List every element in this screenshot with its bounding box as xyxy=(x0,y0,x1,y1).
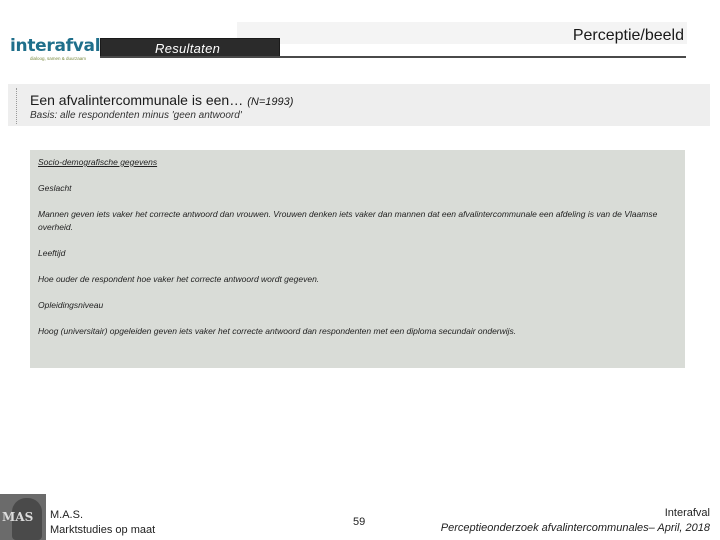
question-title xyxy=(30,92,293,108)
footer-report-title: Perceptieonderzoek afvalintercommunales– April, 2018 xyxy=(440,522,710,534)
page-number: 59 xyxy=(353,516,366,528)
findings-heading: Socio-demografische gegevens xyxy=(38,157,158,167)
findings-box xyxy=(30,150,685,368)
block-text-gender: Mannen geven iets vaker het correcte antwoord dan vrouwen. Vrouwen denken iets vaker dan mannen dat een afvalintercommunale een afdeling is van de Vlaamse overheid. xyxy=(38,209,658,232)
question-text: Een afvalintercommunale is een… xyxy=(30,92,244,108)
block-title-age: Leeftijd xyxy=(38,248,66,258)
footer-client: Interafval xyxy=(664,507,710,519)
decorative-dots xyxy=(16,88,18,124)
sample-size: (N=1993) xyxy=(247,96,294,108)
interafval-logo xyxy=(8,34,101,64)
block-title-gender: Geslacht xyxy=(38,183,72,193)
block-text-age: Hoe ouder de respondent hoe vaker het correcte antwoord wordt gegeven. xyxy=(38,274,320,284)
logo-wordmark: interafval xyxy=(10,36,101,56)
page-title: Perceptie/beeld xyxy=(572,27,684,44)
block-title-education: Opleidingsniveau xyxy=(38,300,104,310)
footer-company: M.A.S. xyxy=(50,509,84,521)
block-text-education: Hoog (universitair) opgeleiden geven iets vaker het correcte antwoord dan respondenten met een diploma secundair onderwijs. xyxy=(38,326,517,336)
mas-logo-text: MAS xyxy=(2,510,34,524)
section-label: Resultaten xyxy=(155,41,221,56)
footer-company-tagline: Marktstudies op maat xyxy=(50,524,156,536)
header-rule xyxy=(100,56,686,58)
logo-tagline: dialoog, samen & duurzaam xyxy=(30,56,87,61)
mas-logo xyxy=(0,494,46,540)
basis-note: Basis: alle respondenten minus 'geen antwoord' xyxy=(30,110,242,121)
